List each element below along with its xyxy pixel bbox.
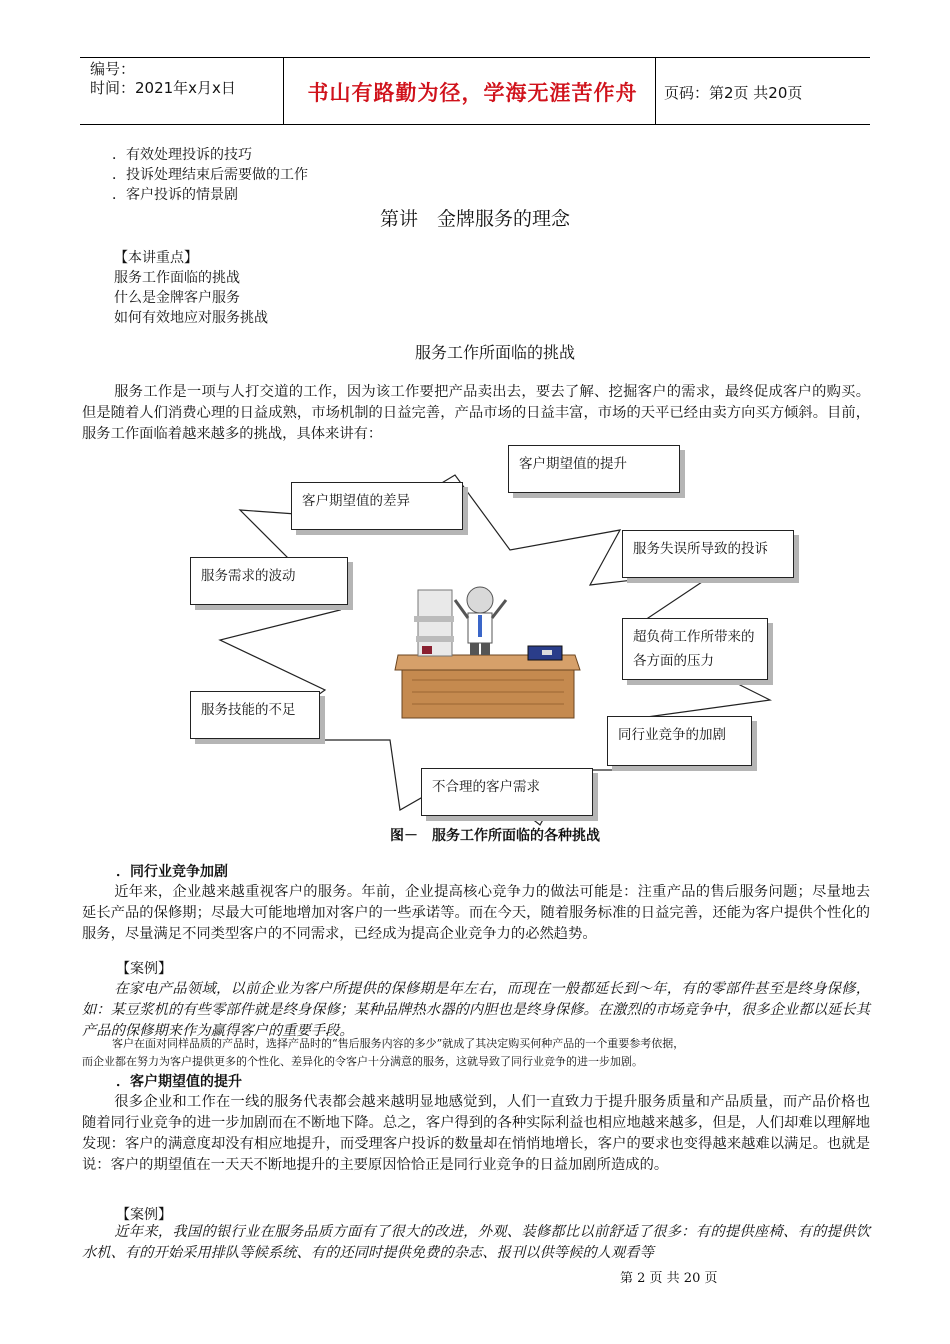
header-motto: 书山有路勤为径，学海无涯苦作舟 bbox=[307, 81, 638, 105]
challenge-box-skill-shortage: 服务技能的不足 bbox=[190, 691, 320, 739]
section2-body bbox=[82, 1092, 870, 1176]
section1-body-text: 近年来，企业越来越重视客户的服务。年前，企业提高核心竞争力的做法可能是：注重产品的售后服务问题；尽量地去延长产品的保修期；尽最大可能地增加对客户的一些承诺等。而在今天，随着服务标准的日益完善，还能为客户提供个性化的服务，尽量满足不同类型客户的不同需求，已经成为提高企业竞争力的必然趋势。 bbox=[82, 884, 870, 942]
section1-case-body bbox=[82, 979, 870, 1042]
key-point-item: 如何有效地应对服务挑战 bbox=[114, 310, 268, 326]
header-time: 时间：2021年x月x日 bbox=[90, 79, 236, 97]
figure-caption: 图－ 服务工作所面临的各种挑战 bbox=[390, 828, 600, 844]
header-divider-left bbox=[283, 57, 284, 125]
header-divider-right bbox=[655, 57, 656, 125]
section2-case-text: 近年来，我国的银行业在服务品质方面有了很大的改进，外观、装修都比以前舒适了很多：有的提供座椅、有的提供饮水机、有的开始采用排队等候系统、有的还同时提供免费的杂志、报刊以供等候的人观看等 bbox=[82, 1224, 870, 1261]
intro-list-item: ．投诉处理结束后需要做的工作 bbox=[112, 167, 308, 183]
header-top-rule bbox=[80, 57, 870, 58]
section1-case-text: 在家电产品领域，以前企业为客户所提供的保修期是年左右，而现在一般都延长到～年，有的零部件甚至是终身保修，如：某豆浆机的有些零部件就是终身保修；某种品牌热水器的内胆也是终身保修。在激烈的市场竞争中，很多企业都以延长其产品的保修期来作为赢得客户的重要手段。 bbox=[82, 981, 870, 1039]
challenge-box-expectation-difference: 客户期望值的差异 bbox=[291, 482, 463, 530]
intro-paragraph-text: 服务工作是一项与人打交道的工作，因为该工作要把产品卖出去，要去了解、挖掘客户的需求，最终促成客户的购买。但是随着人们消费心理的日益成熟，市场机制的日益完善，产品市场的日益丰富，市场的天平已经由卖方向买方倾斜。目前，服务工作面临着越来越多的挑战，具体来讲有： bbox=[82, 384, 870, 442]
section2-heading: ．客户期望值的提升 bbox=[116, 1074, 242, 1090]
section1-note-line1: 客户在面对同样品质的产品时，选择产品时的“售后服务内容的多少”就成了其决定购买何种产品的一个重要参考依据， bbox=[112, 1037, 685, 1050]
page-footer: 第 2 页 共 20 页 bbox=[620, 1271, 718, 1286]
section1-body bbox=[82, 882, 870, 945]
lecture-title: 第讲 金牌服务的理念 bbox=[379, 208, 570, 230]
key-point-item: 服务工作面临的挑战 bbox=[114, 270, 240, 286]
challenge-box-overload-pressure: 超负荷工作所带来的各方面的压力 bbox=[622, 618, 768, 680]
challenge-box-expectation-rise: 客户期望值的提升 bbox=[508, 445, 680, 493]
key-points-label: 【本讲重点】 bbox=[114, 250, 198, 266]
header-bottom-rule bbox=[80, 124, 870, 125]
paper-stack-illustration bbox=[414, 590, 454, 656]
desk-illustration bbox=[395, 655, 580, 718]
challenge-box-unreasonable-demand: 不合理的客户需求 bbox=[421, 768, 593, 816]
section2-case-body bbox=[82, 1222, 870, 1264]
section1-heading: ．同行业竞争加剧 bbox=[116, 864, 228, 880]
section2-body-text: 很多企业和工作在一线的服务代表都会越来越明显地感觉到，人们一直致力于提升服务质量和产品质量，而产品价格也随着同行业竞争的进一步加剧而在不断地下降。总之，客户得到的各种实际利益也相应地越来越多，但是，人们却难以理解地发现：客户的满意度却没有相应地提升，而受理客户投诉的数量却在悄悄地增长，客户的要求也变得越来越难以满足。也就是说：客户的期望值在一天天不断地提升的主要原因恰恰正是同行业竞争的日益加剧所造成的。 bbox=[82, 1094, 870, 1173]
intro-list-item: ．客户投诉的情景剧 bbox=[112, 187, 238, 203]
intro-paragraph bbox=[82, 382, 870, 445]
section1-case-label: 【案例】 bbox=[116, 961, 172, 977]
section-title: 服务工作所面临的挑战 bbox=[414, 343, 575, 362]
key-point-item: 什么是金牌客户服务 bbox=[114, 290, 240, 306]
intro-list-item: ．有效处理投诉的技巧 bbox=[112, 147, 252, 163]
binder-illustration bbox=[528, 646, 562, 660]
challenge-box-industry-competition: 同行业竞争的加剧 bbox=[607, 716, 752, 766]
section1-note-line2: 而企业都在努力为客户提供更多的个性化、差异化的令客户十分满意的服务，这就导致了同行业竞争的进一步加剧。 bbox=[82, 1055, 643, 1068]
challenge-box-service-error-complaint: 服务失误所导致的投诉 bbox=[622, 530, 794, 578]
challenge-box-demand-fluctuation: 服务需求的波动 bbox=[190, 557, 348, 605]
header-meta bbox=[90, 60, 236, 98]
header-number: 编号： bbox=[90, 60, 136, 78]
section2-case-label: 【案例】 bbox=[116, 1207, 172, 1223]
header-page-info: 页码：第2页 共20页 bbox=[664, 84, 803, 102]
